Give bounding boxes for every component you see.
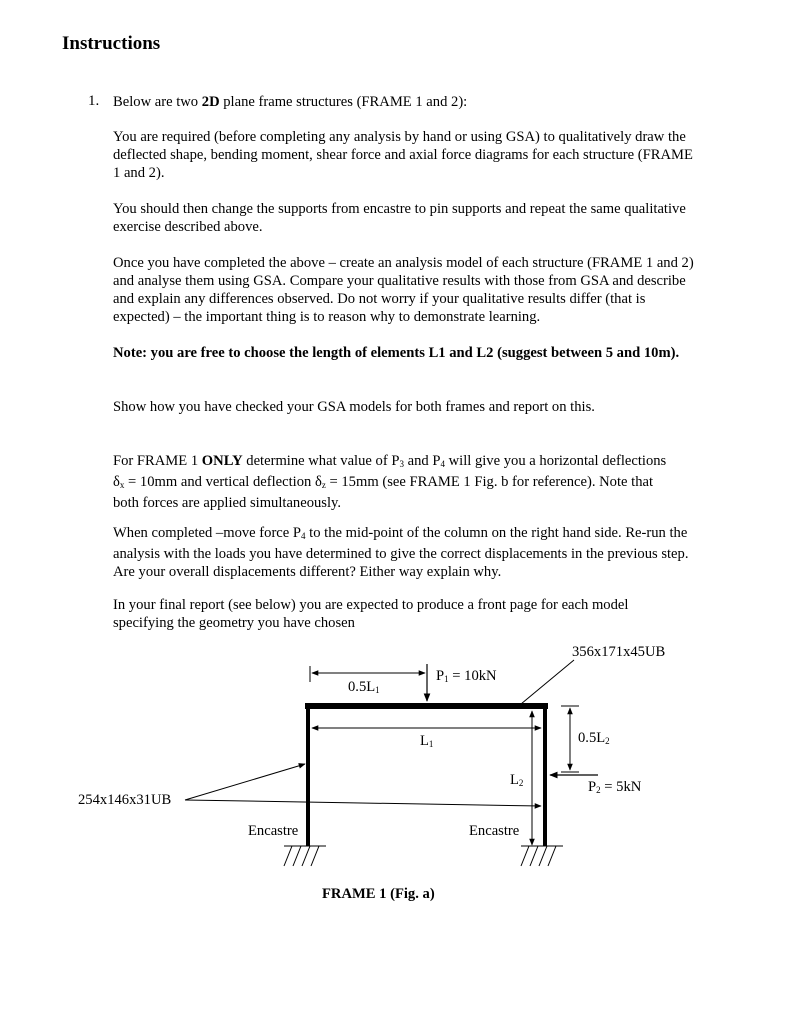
p7-text-b: determine what value of P: [242, 453, 400, 469]
left-support-hatch: [284, 846, 326, 866]
p7-text-c: and P: [403, 453, 441, 469]
p7-sub-4: 4: [440, 459, 445, 469]
dim-L2-label: L2: [510, 772, 524, 788]
load-P2-label: P2 = 5kN: [588, 779, 642, 795]
dim-half-L2-label: 0.5L2: [578, 730, 610, 746]
intro-text-b: plane frame structures (FRAME 1 and 2):: [219, 94, 468, 110]
beam-section-label: 356x171x45UB: [572, 644, 666, 660]
p8-text-a: When completed –move force P: [113, 525, 302, 541]
list-number: 1.: [88, 93, 100, 109]
p7-sub-3: 3: [399, 459, 404, 469]
beam-section-leader: [521, 660, 574, 704]
p8-text-b: to the mid-point of the column on the right hand side. Re-run the analysis with the loads you have determined to give the correct displacements in the previous step. Are your overall displacements different? Either way explain why.: [113, 525, 689, 580]
load-P1-label: P1 = 10kN: [436, 668, 497, 684]
paragraph-check-models: Show how you have checked your GSA models for both frames and report on this.: [113, 399, 595, 415]
column-section-label: 254x146x31UB: [78, 792, 172, 808]
support-left-label: Encastre: [248, 823, 299, 839]
dim-L1-label: L1: [420, 733, 434, 749]
column-leader-left: [185, 764, 305, 800]
right-support-hatch: [521, 846, 563, 866]
paragraph-qualitative: You are required (before completing any analysis by hand or using GSA) to qualitatively draw the deflected shape, bending moment, shear force and axial force diagrams for each structure (FRAME 1 and 2).: [113, 129, 693, 181]
page-heading: Instructions: [62, 33, 161, 54]
column-leader-right: [185, 800, 541, 806]
p8-sub-4: 4: [301, 531, 306, 541]
support-right-label: Encastre: [469, 823, 520, 839]
figure-caption: FRAME 1 (Fig. a): [322, 886, 435, 902]
p7-sub-x: x: [119, 480, 125, 490]
p7-bold: ONLY: [201, 453, 243, 469]
paragraph-final-report: In your final report (see below) you are expected to produce a front page for each model specifying the geometry you have chosen: [113, 597, 629, 631]
p7-text-d: will give you a horizontal deflections δ: [113, 453, 667, 490]
dim-half-L1-label: 0.5L1: [348, 679, 380, 695]
p7-sub-z: z: [321, 480, 326, 490]
intro-text-a: Below are two: [113, 94, 202, 110]
paragraph-gsa-analysis: Once you have completed the above – create an analysis model of each structure (FRAME 1 and 2) and analyse them using GSA. Compare your qualitative results with those from GSA and describe and explain any differences observed. Do not worry if your qualitative results differ (that is expected) – the important thing is to reason why to demonstrate learning.: [113, 255, 694, 325]
paragraph-pin-supports: You should then change the supports from encastre to pin supports and repeat the same qualitative exercise described above.: [113, 201, 686, 235]
paragraph-note: Note: you are free to choose the length of elements L1 and L2 (suggest between 5 and 10m).: [113, 345, 680, 361]
p7-text-e: = 10mm and vertical deflection δ: [124, 474, 322, 490]
intro-bold: 2D: [201, 94, 220, 110]
p7-text-a: For FRAME 1: [113, 453, 202, 469]
p7-text-f: = 15mm (see FRAME 1 Fig. b for reference). Note that both forces are applied simultaneously.: [113, 474, 654, 511]
